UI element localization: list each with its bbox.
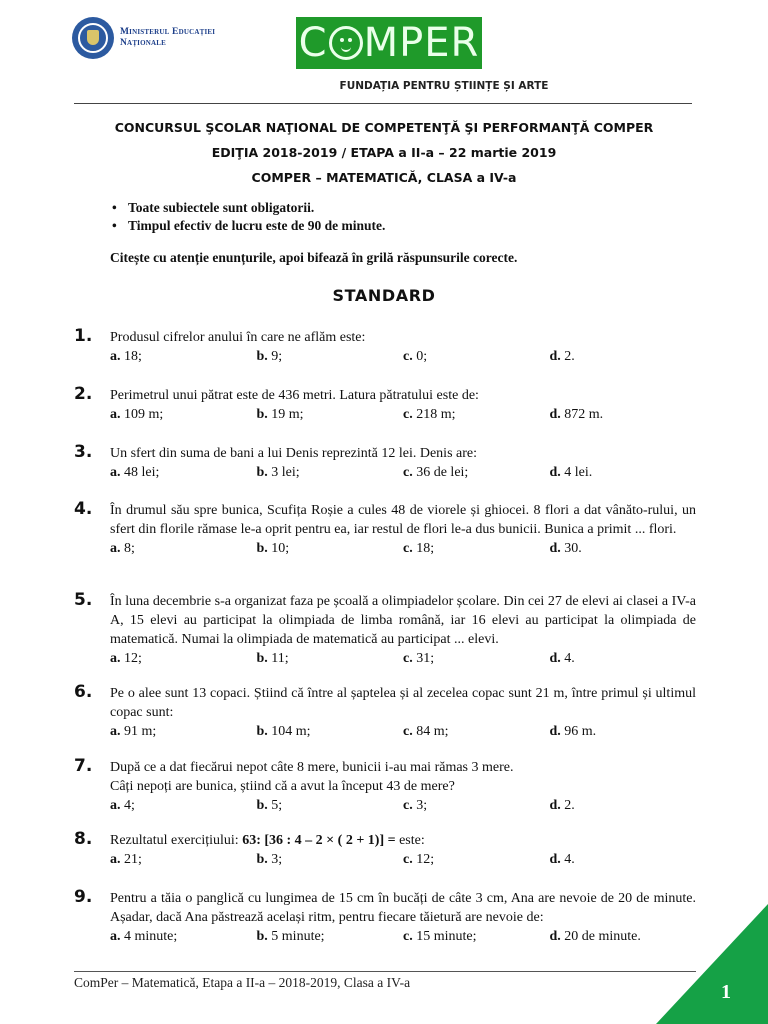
question-text: Perimetrul unui pătrat este de 436 metri. Latura pătratului este de: bbox=[110, 388, 479, 403]
question-1 bbox=[74, 328, 696, 366]
option-d: d. 4. bbox=[549, 852, 575, 867]
option-c: c. 15 minute; bbox=[403, 929, 477, 944]
option-c: c. 12; bbox=[403, 852, 435, 867]
option-b: b. 3 lei; bbox=[256, 465, 300, 480]
question-number: 7. bbox=[74, 756, 93, 776]
option-d: d. 2. bbox=[549, 798, 575, 813]
option-a: a. 21; bbox=[110, 852, 142, 867]
option-b: b. 3; bbox=[256, 852, 283, 867]
option-a: a. 4; bbox=[110, 798, 135, 813]
option-a: a. 18; bbox=[110, 349, 142, 364]
ministry-line-2: Naționale bbox=[120, 38, 167, 48]
header-divider bbox=[74, 103, 692, 104]
foundation-name: FUNDAȚIA PENTRU ȘTIINȚE ȘI ARTE bbox=[339, 80, 549, 92]
rule-item: • Timpul efectiv de lucru este de 90 de minute. bbox=[112, 218, 385, 236]
question-text: Pe o alee sunt 13 copaci. Știind că între al șaptelea și al zecelea copac sunt 21 m, între primul și ultimul copac sunt: bbox=[110, 686, 696, 720]
ministry-logo bbox=[72, 17, 215, 59]
question-text: Rezultatul exercițiului: 63: [36 : 4 – 2 × ( 2 + 1)] = este: bbox=[110, 833, 425, 848]
question-text-line-2: Câți nepoți are bunica, știind că a avut la început 43 de mere? bbox=[110, 779, 455, 794]
option-d: d. 20 de minute. bbox=[549, 929, 641, 944]
option-c: c. 0; bbox=[403, 349, 428, 364]
question-text: În drumul său spre bunica, Scufița Roșie a cules 48 de viorele și ghiocei. 8 flori a dat vânăto-rului, un sfert din florile rămase le-a oprit pentru ea, iar restul de flori le-a dus bunicii. Bunica a primit ... flori. bbox=[110, 503, 696, 537]
rules-list bbox=[112, 200, 385, 236]
page-corner-triangle bbox=[656, 904, 768, 1024]
option-c: c. 31; bbox=[403, 651, 435, 666]
option-b: b. 5; bbox=[256, 798, 283, 813]
question-number: 3. bbox=[74, 442, 93, 462]
coat-of-arms-icon bbox=[72, 17, 114, 59]
option-d: d. 2. bbox=[549, 349, 575, 364]
option-d: d. 96 m. bbox=[549, 724, 597, 739]
logo-letter-c: C bbox=[298, 20, 328, 66]
option-d: d. 872 m. bbox=[549, 407, 604, 422]
option-b: b. 11; bbox=[256, 651, 289, 666]
option-c: c. 18; bbox=[403, 541, 435, 556]
option-c: c. 218 m; bbox=[403, 407, 456, 422]
question-text: Un sfert din suma de bani a lui Denis reprezintă 12 lei. Denis are: bbox=[110, 446, 477, 461]
question-text: După ce a dat fiecărui nepot câte 8 mere, bunicii i-au mai rămas 3 mere. bbox=[110, 760, 514, 775]
question-number: 4. bbox=[74, 499, 93, 519]
option-a: a. 4 minute; bbox=[110, 929, 178, 944]
question-text: Pentru a tăia o panglică cu lungimea de 15 cm în bucăți de câte 3 cm, Ana are nevoie de 20 de minute. Așadar, dacă Ana păstrează același ritm, pentru fiecare tăietură are nevoie de: bbox=[110, 891, 696, 925]
option-a: a. 91 m; bbox=[110, 724, 157, 739]
question-number: 2. bbox=[74, 384, 93, 404]
option-b: b. 104 m; bbox=[256, 724, 311, 739]
smiley-icon bbox=[329, 26, 363, 60]
ministry-line-1: Ministerul Educației bbox=[120, 27, 216, 37]
option-a: a. 8; bbox=[110, 541, 135, 556]
question-number: 5. bbox=[74, 590, 93, 610]
question-number: 9. bbox=[74, 887, 93, 907]
option-d: d. 4 lei. bbox=[549, 465, 593, 480]
comper-logo bbox=[296, 17, 482, 69]
question-8 bbox=[74, 831, 696, 869]
question-9 bbox=[74, 889, 696, 946]
question-text: În luna decembrie s-a organizat faza pe școală a olimpiadelor școlare. Din cei 27 de elevi ai clasei a IV-a A, 15 elevi au participat la olimpiada de limba română, iar 16 elevi au participat la olimpiada de matematică. Numai la olimpiada de matematică au participat ... elevi. bbox=[110, 594, 696, 647]
option-c: c. 84 m; bbox=[403, 724, 449, 739]
option-c: c. 3; bbox=[403, 798, 428, 813]
footer-text: ComPer – Matematică, Etapa a II-a – 2018-2019, Clasa a IV-a bbox=[74, 975, 411, 990]
option-d: d. 4. bbox=[549, 651, 575, 666]
math-expression: 63: [36 : 4 – 2 × ( 2 + 1)] = bbox=[242, 833, 396, 848]
instruction-text: Citește cu atenție enunțurile, apoi bifează în grilă răspunsurile corecte. bbox=[110, 250, 518, 265]
contest-title: CONCURSUL ŞCOLAR NAŢIONAL DE COMPETENŢĂ ŞI PERFORMANŢĂ COMPER bbox=[114, 120, 654, 135]
option-a: a. 12; bbox=[110, 651, 142, 666]
footer-divider bbox=[74, 971, 696, 972]
option-d: d. 30. bbox=[549, 541, 582, 556]
edition-line: EDIŢIA 2018-2019 / ETAPA a II-a – 22 martie 2019 bbox=[211, 145, 557, 160]
question-3 bbox=[74, 444, 696, 482]
question-6 bbox=[74, 684, 696, 741]
question-5 bbox=[74, 592, 696, 668]
option-c: c. 36 de lei; bbox=[403, 465, 469, 480]
rule-item: • Toate subiectele sunt obligatorii. bbox=[112, 200, 385, 218]
question-number: 6. bbox=[74, 682, 93, 702]
section-title: STANDARD bbox=[332, 286, 436, 305]
option-b: b. 19 m; bbox=[256, 407, 304, 422]
question-number: 8. bbox=[74, 829, 93, 849]
question-2 bbox=[74, 386, 696, 424]
page-number: 1 bbox=[721, 981, 731, 1003]
question-number: 1. bbox=[74, 326, 93, 346]
logo-letters-mper: MPER bbox=[363, 20, 480, 66]
option-b: b. 9; bbox=[256, 349, 283, 364]
question-4 bbox=[74, 501, 696, 558]
question-text: Produsul cifrelor anului în care ne aflăm este: bbox=[110, 330, 366, 345]
option-b: b. 5 minute; bbox=[256, 929, 325, 944]
ministry-name bbox=[120, 27, 215, 49]
option-b: b. 10; bbox=[256, 541, 290, 556]
option-a: a. 109 m; bbox=[110, 407, 164, 422]
question-7 bbox=[74, 758, 696, 815]
subject-line: COMPER – MATEMATICĂ, CLASA a IV-a bbox=[251, 170, 517, 185]
option-a: a. 48 lei; bbox=[110, 465, 160, 480]
